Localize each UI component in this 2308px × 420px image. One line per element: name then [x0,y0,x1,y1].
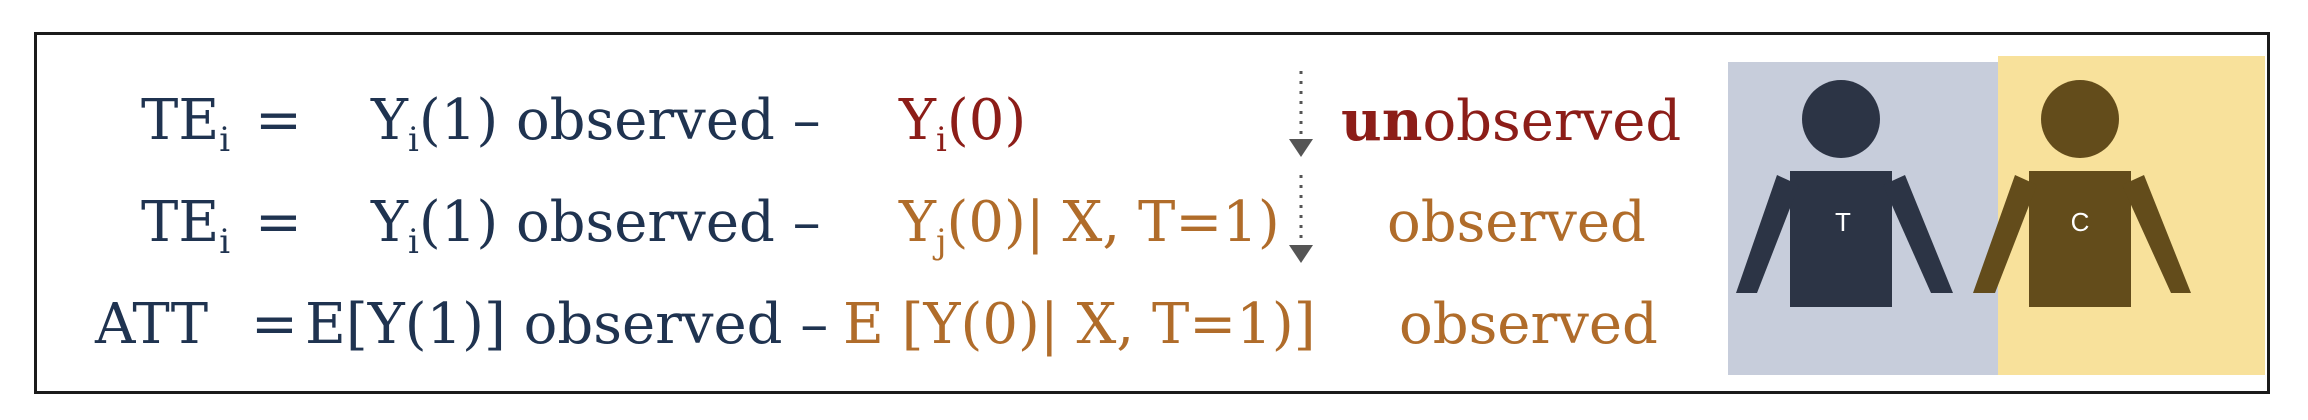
expected-observed-term: E[Y(1)] observed – [305,292,829,357]
status-unobserved: unobserved [1341,88,1682,154]
expected-control-term: E [Y(0)| X, T=1)] [843,292,1316,357]
status-observed: observed [1387,190,1646,255]
equation-frame [34,32,2270,394]
equals-sign: = [251,292,298,357]
equals-sign: = [255,88,302,153]
att-label: ATT [95,292,209,357]
treated-person-icon [1736,80,1953,307]
counterfactual-term: $Y_i(0)$ [899,88,1027,160]
equals-sign: = [255,190,302,255]
te-label: $TE_i$ [141,88,231,160]
treated-label: T [1835,207,1851,237]
people-figures [37,35,2267,391]
observed-outcome-term: $Y_i(1)$ observed – [371,190,821,262]
control-label: C [2070,207,2090,237]
status-observed: observed [1399,292,1658,357]
observed-outcome-term: $Y_i(1)$ observed – [371,88,821,160]
control-person-icon [1973,80,2191,307]
matched-control-term: $Y_j(0)|$ X, T=1) [899,190,1280,262]
te-label: $TE_i$ [141,190,231,262]
